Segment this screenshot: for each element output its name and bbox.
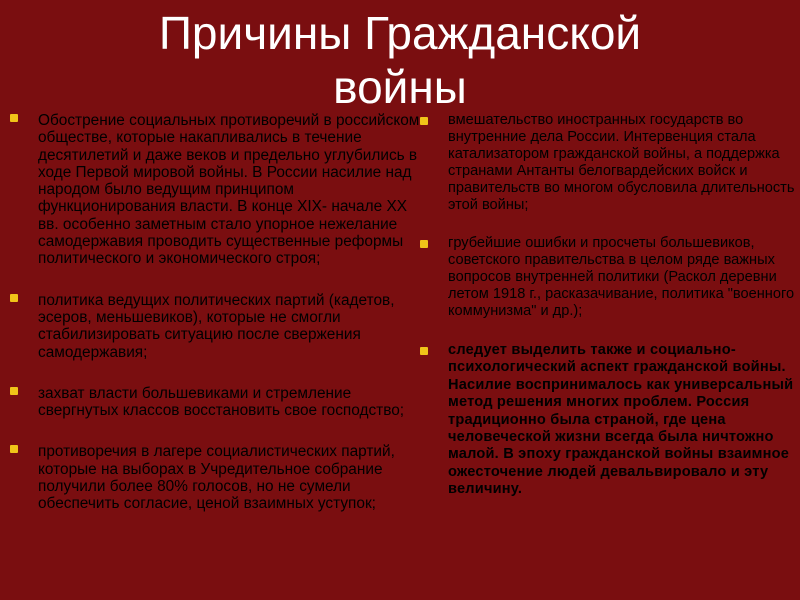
left-bullet-1	[10, 112, 420, 268]
left-bullet-2	[10, 292, 420, 361]
right-bullet-2-text: грубейшие ошибки и просчеты большевиков, советского правительства в целом ряде важных вопросов внутренней политики (Раскол деревни летом 1918 г., расказачивание, политика "военного коммунизма" и др.);	[448, 235, 795, 320]
left-bullet-4-text: противоречия в лагере социалистических партий, которые на выборах в Учредительное собрание получили более 80% голосов, но не сумели обеспечить согласие, ценой взаимных уступок;	[38, 443, 395, 513]
left-bullet-3	[10, 385, 420, 420]
left-bullet-3-text: захват власти большевиками и стремление свергнутых классов восстановить свое господство;	[38, 384, 405, 420]
bullet-icon	[10, 294, 18, 302]
bullet-icon	[420, 347, 428, 355]
title-line-2: войны	[333, 61, 467, 113]
bullet-icon	[420, 117, 428, 125]
right-bullet-3	[420, 342, 795, 499]
bullet-icon	[420, 240, 428, 248]
right-bullet-1	[420, 112, 795, 213]
left-bullet-1-text: Обострение социальных противоречий в российском обществе, которые накапливались в течение десятилетий и даже веков и предельно углубились в ходе Первой мировой войны. В России насилие над народом было ведущим принципом функционирования власти. В конце XIX- начале XX вв. особенно заметным стало упорное нежелание самодержавия проводить существенные реформы политического и экономического строя;	[38, 112, 420, 268]
bullet-icon	[10, 114, 18, 122]
right-bullet-3-text: следует выделить также и социально-психологический аспект гражданской войны. Насилие воспринималось как универсальный метод решения многих проблем. Россия традиционно была страной, где цена человеческой жизни всегда была ничтожно малой. В эпоху гражданской войны взаимное ожесточение людей девальвировало и эту величину.	[448, 341, 794, 498]
right-bullet-2	[420, 235, 795, 320]
title-line-1: Причины Гражданской	[158, 7, 642, 59]
left-bullet-2-text: политика ведущих политических партий (кадетов, эсеров, меньшевиков), которые не смогли стабилизировать ситуацию после свержения самодержавия;	[38, 291, 395, 361]
bullet-icon	[10, 387, 18, 395]
bullet-icon	[10, 445, 18, 453]
left-bullet-4	[10, 443, 420, 512]
right-bullet-1-text: вмешательство иностранных государств во внутренние дела России. Интервенция стала катализатором гражданской войны, а поддержка странами Антанты белогвардейских войск и правительств во многом обусловила длительность этой войны;	[448, 112, 795, 213]
slide-title	[40, 6, 760, 114]
left-column	[10, 112, 420, 513]
right-column	[420, 112, 795, 499]
